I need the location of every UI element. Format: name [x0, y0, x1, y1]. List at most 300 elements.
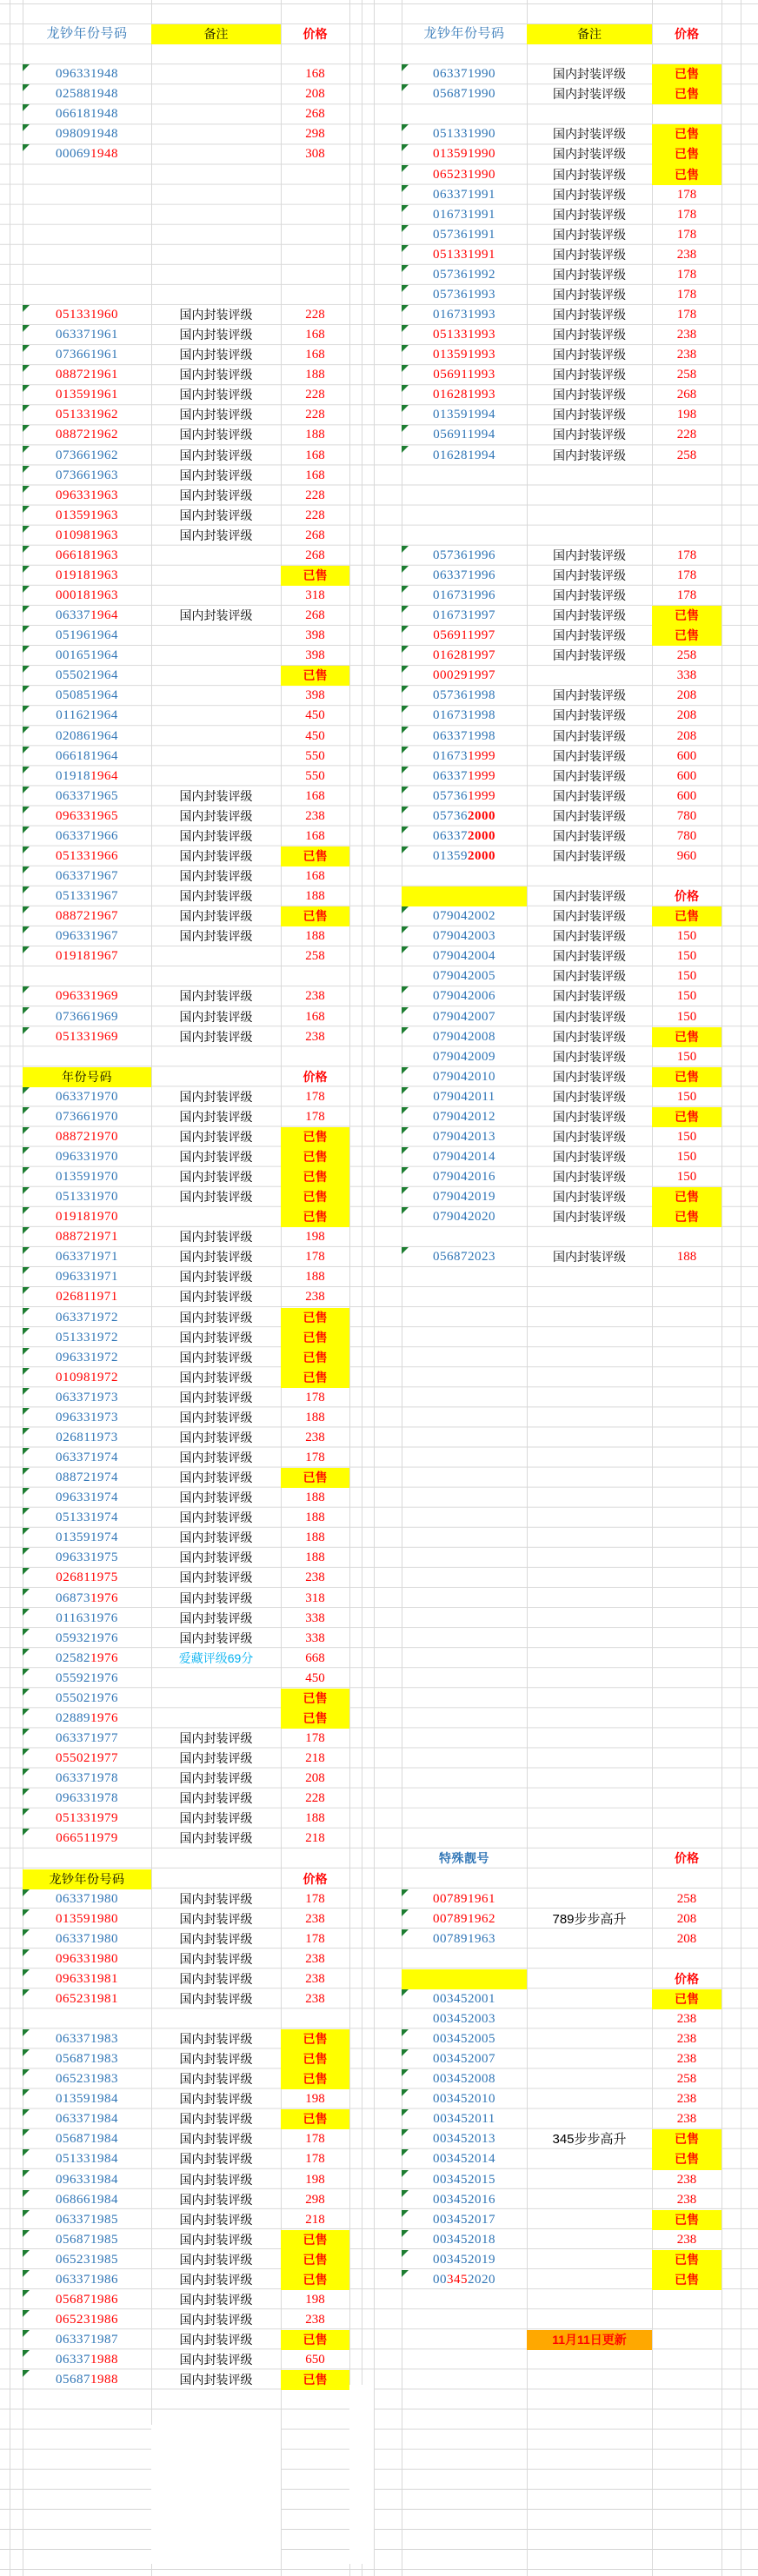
right-year-number-cell[interactable] — [402, 2230, 527, 2250]
right-price-cell[interactable]: 150 — [676, 1149, 697, 1164]
left-year-number-cell[interactable] — [23, 2270, 151, 2290]
right-year-number-cell[interactable] — [402, 2089, 527, 2109]
right-note-cell[interactable]: 国内封装评级 — [553, 1170, 626, 1185]
left-sold-badge[interactable]: 已售 — [281, 1328, 349, 1348]
right-year-number-cell[interactable] — [402, 225, 527, 245]
right-note-cell[interactable]: 国内封装评级 — [553, 187, 626, 202]
right-price-cell[interactable]: 价格 — [675, 1851, 699, 1866]
left-year-number-cell[interactable] — [23, 2250, 151, 2270]
right-sold-badge[interactable]: 已售 — [652, 1207, 721, 1227]
right-price-cell[interactable]: 价格 — [675, 27, 699, 42]
left-price-cell[interactable]: 188 — [305, 1270, 325, 1285]
right-sold-badge[interactable]: 已售 — [652, 84, 721, 104]
left-note-cell[interactable]: 国内封装评级 — [179, 1129, 253, 1144]
left-note-cell[interactable]: 国内封装评级 — [179, 1610, 253, 1625]
right-year-number-cell[interactable] — [402, 846, 527, 866]
right-note-cell[interactable]: 国内封装评级 — [553, 127, 626, 142]
right-price-cell[interactable]: 150 — [676, 1170, 697, 1185]
right-note-cell[interactable]: 789步步高升 — [552, 1911, 627, 1927]
left-note-cell[interactable]: 国内封装评级 — [179, 528, 253, 542]
left-year-number-cell[interactable] — [23, 1769, 151, 1789]
left-price-cell[interactable]: 218 — [305, 2212, 325, 2227]
right-year-number-cell[interactable] — [402, 365, 527, 385]
left-year-number-cell[interactable] — [23, 2069, 151, 2089]
right-note-cell[interactable]: 国内封装评级 — [553, 167, 626, 182]
left-year-number-cell[interactable] — [23, 866, 151, 886]
left-note-cell[interactable]: 国内封装评级 — [179, 368, 253, 382]
right-price-cell[interactable]: 150 — [676, 1009, 697, 1024]
right-year-number-cell[interactable] — [402, 1127, 527, 1147]
left-price-cell[interactable]: 168 — [305, 468, 325, 482]
right-year-number-cell[interactable] — [402, 2250, 527, 2270]
right-year-number-cell[interactable] — [402, 1929, 527, 1949]
left-note-cell[interactable]: 国内封装评级 — [179, 2272, 253, 2287]
left-sold-badge[interactable]: 已售 — [281, 1167, 349, 1187]
right-price-cell[interactable]: 178 — [676, 568, 697, 582]
right-note-cell[interactable]: 国内封装评级 — [553, 728, 626, 743]
right-year-number-cell[interactable] — [402, 285, 527, 305]
right-year-number-cell[interactable] — [402, 1969, 527, 1989]
left-note-cell[interactable]: 国内封装评级 — [179, 1831, 253, 1846]
left-year-number-cell[interactable] — [23, 1107, 151, 1127]
left-year-number-cell[interactable] — [23, 425, 151, 445]
left-price-cell[interactable]: 188 — [305, 1490, 325, 1505]
left-price-cell[interactable]: 178 — [305, 1109, 325, 1124]
left-price-cell[interactable]: 308 — [305, 147, 325, 162]
right-price-cell[interactable]: 208 — [676, 1931, 697, 1946]
right-year-number-cell[interactable] — [402, 205, 527, 225]
left-year-number-cell[interactable] — [23, 1609, 151, 1629]
left-year-number-cell[interactable] — [23, 1408, 151, 1428]
left-sold-badge[interactable]: 已售 — [281, 2270, 349, 2290]
left-year-number-cell[interactable] — [23, 1969, 151, 1989]
right-price-cell[interactable]: 150 — [676, 929, 697, 944]
left-price-cell[interactable]: 450 — [305, 728, 325, 743]
left-price-cell[interactable]: 178 — [305, 1731, 325, 1746]
left-year-number-cell[interactable] — [23, 1929, 151, 1949]
right-price-cell[interactable]: 960 — [676, 848, 697, 863]
right-year-number-cell[interactable] — [402, 1167, 527, 1187]
left-price-cell[interactable]: 268 — [305, 608, 325, 623]
left-sold-badge[interactable]: 已售 — [281, 2069, 349, 2089]
right-note-cell[interactable]: 国内封装评级 — [553, 1069, 626, 1084]
left-year-number-cell[interactable] — [23, 104, 151, 124]
left-year-number-cell[interactable] — [23, 686, 151, 706]
left-note-cell[interactable]: 国内封装评级 — [179, 1951, 253, 1966]
left-year-number-cell[interactable] — [23, 2290, 151, 2310]
left-year-number-cell[interactable] — [23, 586, 151, 606]
right-year-number-cell[interactable] — [402, 2029, 527, 2049]
left-note-cell[interactable]: 国内封装评级 — [179, 1570, 253, 1585]
right-year-number-cell[interactable] — [402, 1027, 527, 1047]
right-price-cell[interactable]: 258 — [676, 1891, 697, 1906]
left-year-number-cell[interactable] — [23, 626, 151, 646]
left-note-cell[interactable]: 国内封装评级 — [179, 1270, 253, 1285]
left-price-cell[interactable]: 价格 — [303, 1871, 328, 1886]
right-note-cell[interactable]: 345步步高升 — [552, 2132, 627, 2148]
left-note-cell[interactable]: 爱藏评级69分 — [178, 1650, 254, 1665]
left-year-number-cell[interactable] — [23, 2350, 151, 2370]
right-year-number-cell[interactable] — [402, 2069, 527, 2089]
right-year-number-cell[interactable] — [402, 345, 527, 365]
right-year-number-cell[interactable] — [402, 2170, 527, 2190]
left-note-cell[interactable]: 国内封装评级 — [179, 1009, 253, 1024]
left-price-cell[interactable]: 550 — [305, 768, 325, 783]
left-price-cell[interactable]: 238 — [305, 1290, 325, 1305]
left-year-number-cell[interactable] — [23, 2129, 151, 2149]
left-year-number-cell[interactable] — [23, 1388, 151, 1408]
left-year-number-cell[interactable] — [23, 747, 151, 767]
left-price-cell[interactable]: 338 — [305, 1610, 325, 1625]
left-price-cell[interactable]: 268 — [305, 528, 325, 542]
left-note-cell[interactable]: 国内封装评级 — [179, 1471, 253, 1485]
left-note-cell[interactable]: 国内封装评级 — [179, 1911, 253, 1926]
left-price-cell[interactable]: 228 — [305, 508, 325, 522]
right-sold-badge[interactable]: 已售 — [652, 2149, 721, 2169]
right-price-cell[interactable]: 238 — [676, 2112, 697, 2127]
right-price-cell[interactable]: 238 — [676, 2092, 697, 2107]
right-price-cell[interactable]: 178 — [676, 227, 697, 242]
right-year-number-cell[interactable] — [402, 1147, 527, 1167]
right-note-cell[interactable]: 国内封装评级 — [553, 368, 626, 382]
left-year-number-cell[interactable] — [23, 666, 151, 686]
left-note-cell[interactable]: 国内封装评级 — [179, 2112, 253, 2127]
right-sold-badge[interactable]: 已售 — [652, 1107, 721, 1127]
left-price-cell[interactable]: 298 — [305, 2192, 325, 2207]
right-price-cell[interactable]: 价格 — [675, 889, 699, 904]
right-price-cell[interactable]: 198 — [676, 408, 697, 422]
left-price-cell[interactable]: 318 — [305, 588, 325, 603]
left-note-cell[interactable]: 国内封装评级 — [179, 1430, 253, 1444]
left-year-number-cell[interactable] — [23, 846, 151, 866]
left-year-number-cell[interactable] — [23, 646, 151, 666]
right-price-cell[interactable]: 600 — [676, 788, 697, 803]
left-price-cell[interactable]: 178 — [305, 1891, 325, 1906]
left-year-number-cell[interactable] — [23, 1267, 151, 1287]
right-sold-badge[interactable]: 已售 — [652, 2210, 721, 2230]
right-note-cell[interactable]: 国内封装评级 — [553, 308, 626, 322]
left-note-cell[interactable]: 国内封装评级 — [179, 929, 253, 944]
left-price-cell[interactable]: 188 — [305, 1550, 325, 1565]
left-year-number-cell[interactable] — [23, 1348, 151, 1368]
right-note-cell[interactable]: 国内封装评级 — [553, 408, 626, 422]
left-sold-badge[interactable]: 已售 — [281, 1147, 349, 1167]
right-sold-badge[interactable]: 已售 — [652, 626, 721, 646]
right-year-number-cell[interactable] — [402, 686, 527, 706]
left-note-cell[interactable]: 国内封装评级 — [179, 1109, 253, 1124]
right-year-number-cell[interactable] — [402, 747, 527, 767]
right-year-number-cell[interactable] — [402, 425, 527, 445]
right-year-number-cell[interactable] — [402, 1087, 527, 1107]
right-year-number-cell[interactable] — [402, 1247, 527, 1267]
left-year-number-cell[interactable] — [23, 986, 151, 1006]
right-note-cell[interactable]: 国内封装评级 — [553, 1250, 626, 1265]
right-price-cell[interactable]: 238 — [676, 2052, 697, 2067]
left-year-number-cell[interactable] — [23, 405, 151, 425]
left-year-number-cell[interactable] — [23, 1789, 151, 1809]
right-price-cell[interactable]: 600 — [676, 748, 697, 763]
right-sold-badge[interactable]: 已售 — [652, 906, 721, 926]
left-year-number-cell[interactable] — [23, 1488, 151, 1508]
right-note-cell[interactable]: 国内封装评级 — [553, 1129, 626, 1144]
left-note-cell[interactable]: 国内封装评级 — [179, 1751, 253, 1766]
left-year-number-cell[interactable] — [23, 144, 151, 164]
right-price-cell[interactable]: 150 — [676, 1129, 697, 1144]
left-note-cell[interactable]: 国内封装评级 — [179, 1811, 253, 1826]
left-price-cell[interactable]: 168 — [305, 828, 325, 843]
left-note-cell[interactable]: 国内封装评级 — [179, 1550, 253, 1565]
right-year-number-cell[interactable] — [402, 666, 527, 686]
left-price-cell[interactable]: 238 — [305, 1971, 325, 1986]
right-year-number-cell[interactable] — [402, 886, 527, 906]
left-note-cell[interactable]: 国内封装评级 — [179, 2292, 253, 2307]
left-note-cell[interactable]: 国内封装评级 — [179, 1731, 253, 1746]
right-sold-badge[interactable]: 已售 — [652, 2250, 721, 2270]
left-price-cell[interactable]: 398 — [305, 628, 325, 643]
left-price-cell[interactable]: 268 — [305, 548, 325, 562]
right-note-cell[interactable]: 国内封装评级 — [553, 969, 626, 984]
left-note-cell[interactable]: 国内封装评级 — [179, 1451, 253, 1465]
right-year-number-cell[interactable] — [402, 446, 527, 466]
left-note-cell[interactable]: 国内封装评级 — [179, 2313, 253, 2327]
left-price-cell[interactable]: 238 — [305, 1430, 325, 1444]
left-price-cell[interactable]: 450 — [305, 1670, 325, 1685]
left-price-cell[interactable]: 168 — [305, 448, 325, 462]
left-sold-badge[interactable]: 已售 — [281, 2250, 349, 2270]
left-note-cell[interactable]: 国内封装评级 — [179, 1290, 253, 1305]
left-price-cell[interactable]: 188 — [305, 368, 325, 382]
left-price-cell[interactable]: 228 — [305, 308, 325, 322]
left-note-cell[interactable]: 国内封装评级 — [179, 889, 253, 904]
right-year-number-cell[interactable] — [402, 807, 527, 827]
left-note-cell[interactable]: 国内封装评级 — [179, 2232, 253, 2247]
right-note-cell[interactable]: 国内封装评级 — [553, 147, 626, 162]
left-note-cell[interactable]: 国内封装评级 — [179, 1310, 253, 1325]
left-sold-badge[interactable]: 已售 — [281, 1368, 349, 1388]
right-price-cell[interactable]: 600 — [676, 768, 697, 783]
right-price-cell[interactable]: 238 — [676, 328, 697, 342]
right-note-cell[interactable]: 国内封装评级 — [553, 1029, 626, 1044]
right-note-cell[interactable]: 国内封装评级 — [553, 648, 626, 663]
right-year-number-cell[interactable] — [402, 165, 527, 185]
right-note-cell[interactable]: 国内封装评级 — [553, 909, 626, 924]
right-note-cell[interactable]: 国内封装评级 — [553, 708, 626, 723]
left-note-cell[interactable]: 国内封装评级 — [179, 488, 253, 502]
right-price-cell[interactable]: 268 — [676, 388, 697, 402]
left-year-number-cell[interactable] — [23, 1508, 151, 1528]
right-year-number-cell[interactable] — [402, 84, 527, 104]
right-year-number-cell[interactable] — [402, 2009, 527, 2029]
left-note-cell[interactable]: 国内封装评级 — [179, 468, 253, 482]
left-sold-badge[interactable]: 已售 — [281, 1468, 349, 1488]
left-price-cell[interactable]: 168 — [305, 869, 325, 883]
right-price-cell[interactable]: 188 — [676, 1250, 697, 1265]
right-note-cell[interactable]: 国内封装评级 — [553, 929, 626, 944]
right-year-number-cell[interactable] — [402, 1067, 527, 1087]
left-price-cell[interactable]: 318 — [305, 1590, 325, 1605]
right-price-cell[interactable]: 178 — [676, 207, 697, 222]
left-year-number-cell[interactable] — [23, 1167, 151, 1187]
right-price-cell[interactable]: 208 — [676, 1911, 697, 1926]
right-price-cell[interactable]: 780 — [676, 828, 697, 843]
left-year-number-cell[interactable] — [23, 1027, 151, 1047]
right-note-cell[interactable]: 国内封装评级 — [553, 328, 626, 342]
right-year-number-cell[interactable] — [402, 1047, 527, 1067]
left-note-cell[interactable]: 国内封装评级 — [179, 1490, 253, 1505]
left-sold-badge[interactable]: 已售 — [281, 666, 349, 686]
left-price-cell[interactable]: 价格 — [303, 1069, 328, 1084]
left-year-number-cell[interactable] — [23, 1829, 151, 1849]
left-note-cell[interactable]: 国内封装评级 — [179, 869, 253, 883]
left-year-number-cell[interactable] — [23, 1568, 151, 1588]
left-note-cell[interactable]: 国内封装评级 — [179, 2052, 253, 2067]
right-sold-badge[interactable]: 已售 — [652, 1187, 721, 1207]
left-sold-badge[interactable]: 已售 — [281, 2230, 349, 2250]
right-year-number-cell[interactable] — [402, 2049, 527, 2069]
left-price-cell[interactable]: 168 — [305, 1009, 325, 1024]
right-year-number-cell[interactable] — [402, 24, 527, 44]
left-sold-badge[interactable]: 已售 — [281, 846, 349, 866]
right-year-number-cell[interactable] — [402, 1889, 527, 1909]
left-note-cell[interactable]: 国内封装评级 — [179, 909, 253, 924]
right-sold-badge[interactable]: 已售 — [652, 64, 721, 84]
left-note-cell[interactable]: 国内封装评级 — [179, 1791, 253, 1806]
right-year-number-cell[interactable] — [402, 646, 527, 666]
left-year-number-cell[interactable] — [23, 84, 151, 104]
left-year-number-cell[interactable] — [23, 2089, 151, 2109]
left-note-cell[interactable]: 国内封装评级 — [179, 2032, 253, 2047]
left-sold-badge[interactable]: 已售 — [281, 2109, 349, 2129]
left-sold-badge[interactable]: 已售 — [281, 2370, 349, 2390]
right-year-number-cell[interactable] — [402, 1107, 527, 1127]
left-year-number-cell[interactable] — [23, 2210, 151, 2230]
right-sold-badge[interactable]: 已售 — [652, 606, 721, 626]
left-year-number-cell[interactable] — [23, 1127, 151, 1147]
right-price-cell[interactable]: 238 — [676, 348, 697, 362]
left-note-cell[interactable]: 国内封装评级 — [179, 448, 253, 462]
right-note-cell[interactable]: 国内封装评级 — [553, 989, 626, 1004]
left-note-cell[interactable]: 国内封装评级 — [179, 608, 253, 623]
right-year-number-cell[interactable] — [402, 546, 527, 566]
left-price-cell[interactable]: 238 — [305, 1991, 325, 2006]
left-note-cell[interactable]: 国内封装评级 — [179, 2132, 253, 2147]
right-note-cell[interactable]: 国内封装评级 — [553, 688, 626, 703]
left-year-number-cell[interactable] — [23, 727, 151, 747]
right-sold-badge[interactable]: 已售 — [652, 1027, 721, 1047]
left-note-cell[interactable]: 备注 — [151, 24, 281, 44]
right-note-cell[interactable]: 国内封装评级 — [553, 388, 626, 402]
left-note-cell[interactable]: 国内封装评级 — [179, 2072, 253, 2087]
right-year-number-cell[interactable] — [402, 767, 527, 787]
left-year-number-cell[interactable] — [23, 787, 151, 807]
left-note-cell[interactable]: 国内封装评级 — [179, 408, 253, 422]
left-note-cell[interactable]: 国内封装评级 — [179, 1190, 253, 1205]
left-note-cell[interactable]: 国内封装评级 — [179, 1771, 253, 1786]
left-note-cell[interactable]: 国内封装评级 — [179, 2252, 253, 2267]
left-price-cell[interactable]: 178 — [305, 1390, 325, 1404]
left-price-cell[interactable]: 178 — [305, 1931, 325, 1946]
left-note-cell[interactable]: 国内封装评级 — [179, 428, 253, 442]
left-year-number-cell[interactable] — [23, 365, 151, 385]
left-sold-badge[interactable]: 已售 — [281, 1689, 349, 1709]
right-sold-badge[interactable]: 已售 — [652, 124, 721, 144]
left-year-number-cell[interactable] — [23, 1548, 151, 1568]
right-year-number-cell[interactable] — [402, 706, 527, 726]
right-price-cell[interactable]: 178 — [676, 548, 697, 562]
left-price-cell[interactable]: 228 — [305, 1791, 325, 1806]
right-year-number-cell[interactable] — [402, 2190, 527, 2210]
left-year-number-cell[interactable] — [23, 2310, 151, 2330]
left-year-number-cell[interactable] — [23, 926, 151, 946]
right-year-number-cell[interactable] — [402, 827, 527, 846]
right-price-cell[interactable]: 238 — [676, 2012, 697, 2026]
left-note-cell[interactable]: 国内封装评级 — [179, 2192, 253, 2207]
left-year-number-cell[interactable] — [23, 1067, 151, 1087]
right-year-number-cell[interactable] — [402, 606, 527, 626]
left-note-cell[interactable]: 国内封装评级 — [179, 989, 253, 1004]
left-year-number-cell[interactable] — [23, 1328, 151, 1348]
left-price-cell[interactable]: 238 — [305, 2313, 325, 2327]
left-year-number-cell[interactable] — [23, 827, 151, 846]
right-note-cell[interactable]: 国内封装评级 — [553, 207, 626, 222]
left-sold-badge[interactable]: 已售 — [281, 2330, 349, 2350]
left-price-cell[interactable]: 398 — [305, 688, 325, 703]
left-year-number-cell[interactable] — [23, 1629, 151, 1649]
right-note-cell[interactable]: 国内封装评级 — [553, 949, 626, 964]
left-price-cell[interactable]: 268 — [305, 107, 325, 122]
right-year-number-cell[interactable] — [402, 1207, 527, 1227]
left-price-cell[interactable]: 198 — [305, 2092, 325, 2107]
right-year-number-cell[interactable] — [402, 566, 527, 586]
right-year-number-cell[interactable] — [402, 586, 527, 606]
right-year-number-cell[interactable] — [402, 966, 527, 986]
left-price-cell[interactable]: 178 — [305, 1089, 325, 1104]
left-price-cell[interactable]: 238 — [305, 1570, 325, 1585]
right-price-cell[interactable]: 238 — [676, 247, 697, 262]
left-price-cell[interactable]: 198 — [305, 1230, 325, 1245]
right-price-cell[interactable]: 258 — [676, 2072, 697, 2087]
left-sold-badge[interactable]: 已售 — [281, 2029, 349, 2049]
left-sold-badge[interactable]: 已售 — [281, 2049, 349, 2069]
right-year-number-cell[interactable] — [402, 385, 527, 405]
right-price-cell[interactable]: 150 — [676, 1089, 697, 1104]
left-year-number-cell[interactable] — [23, 767, 151, 787]
left-year-number-cell[interactable] — [23, 1528, 151, 1548]
left-year-number-cell[interactable] — [23, 1468, 151, 1488]
left-year-number-cell[interactable] — [23, 1689, 151, 1709]
left-note-cell[interactable]: 国内封装评级 — [179, 1891, 253, 1906]
left-note-cell[interactable]: 国内封装评级 — [179, 388, 253, 402]
left-price-cell[interactable]: 168 — [305, 328, 325, 342]
left-price-cell[interactable]: 238 — [305, 808, 325, 823]
right-year-number-cell[interactable] — [402, 926, 527, 946]
right-note-cell[interactable]: 国内封装评级 — [553, 428, 626, 442]
left-price-cell[interactable]: 258 — [305, 949, 325, 964]
right-year-number-cell[interactable] — [402, 1989, 527, 2009]
right-sold-badge[interactable]: 已售 — [652, 165, 721, 185]
right-year-number-cell[interactable] — [402, 2149, 527, 2169]
right-note-cell[interactable]: 国内封装评级 — [553, 87, 626, 102]
left-price-cell[interactable]: 238 — [305, 989, 325, 1004]
left-price-cell[interactable]: 218 — [305, 1831, 325, 1846]
left-price-cell[interactable]: 238 — [305, 1029, 325, 1044]
right-year-number-cell[interactable] — [402, 305, 527, 325]
left-note-cell[interactable]: 国内封装评级 — [179, 508, 253, 522]
right-year-number-cell[interactable] — [402, 986, 527, 1006]
left-price-cell[interactable]: 168 — [305, 67, 325, 82]
left-year-number-cell[interactable] — [23, 2149, 151, 2169]
left-note-cell[interactable]: 国内封装评级 — [179, 2152, 253, 2167]
